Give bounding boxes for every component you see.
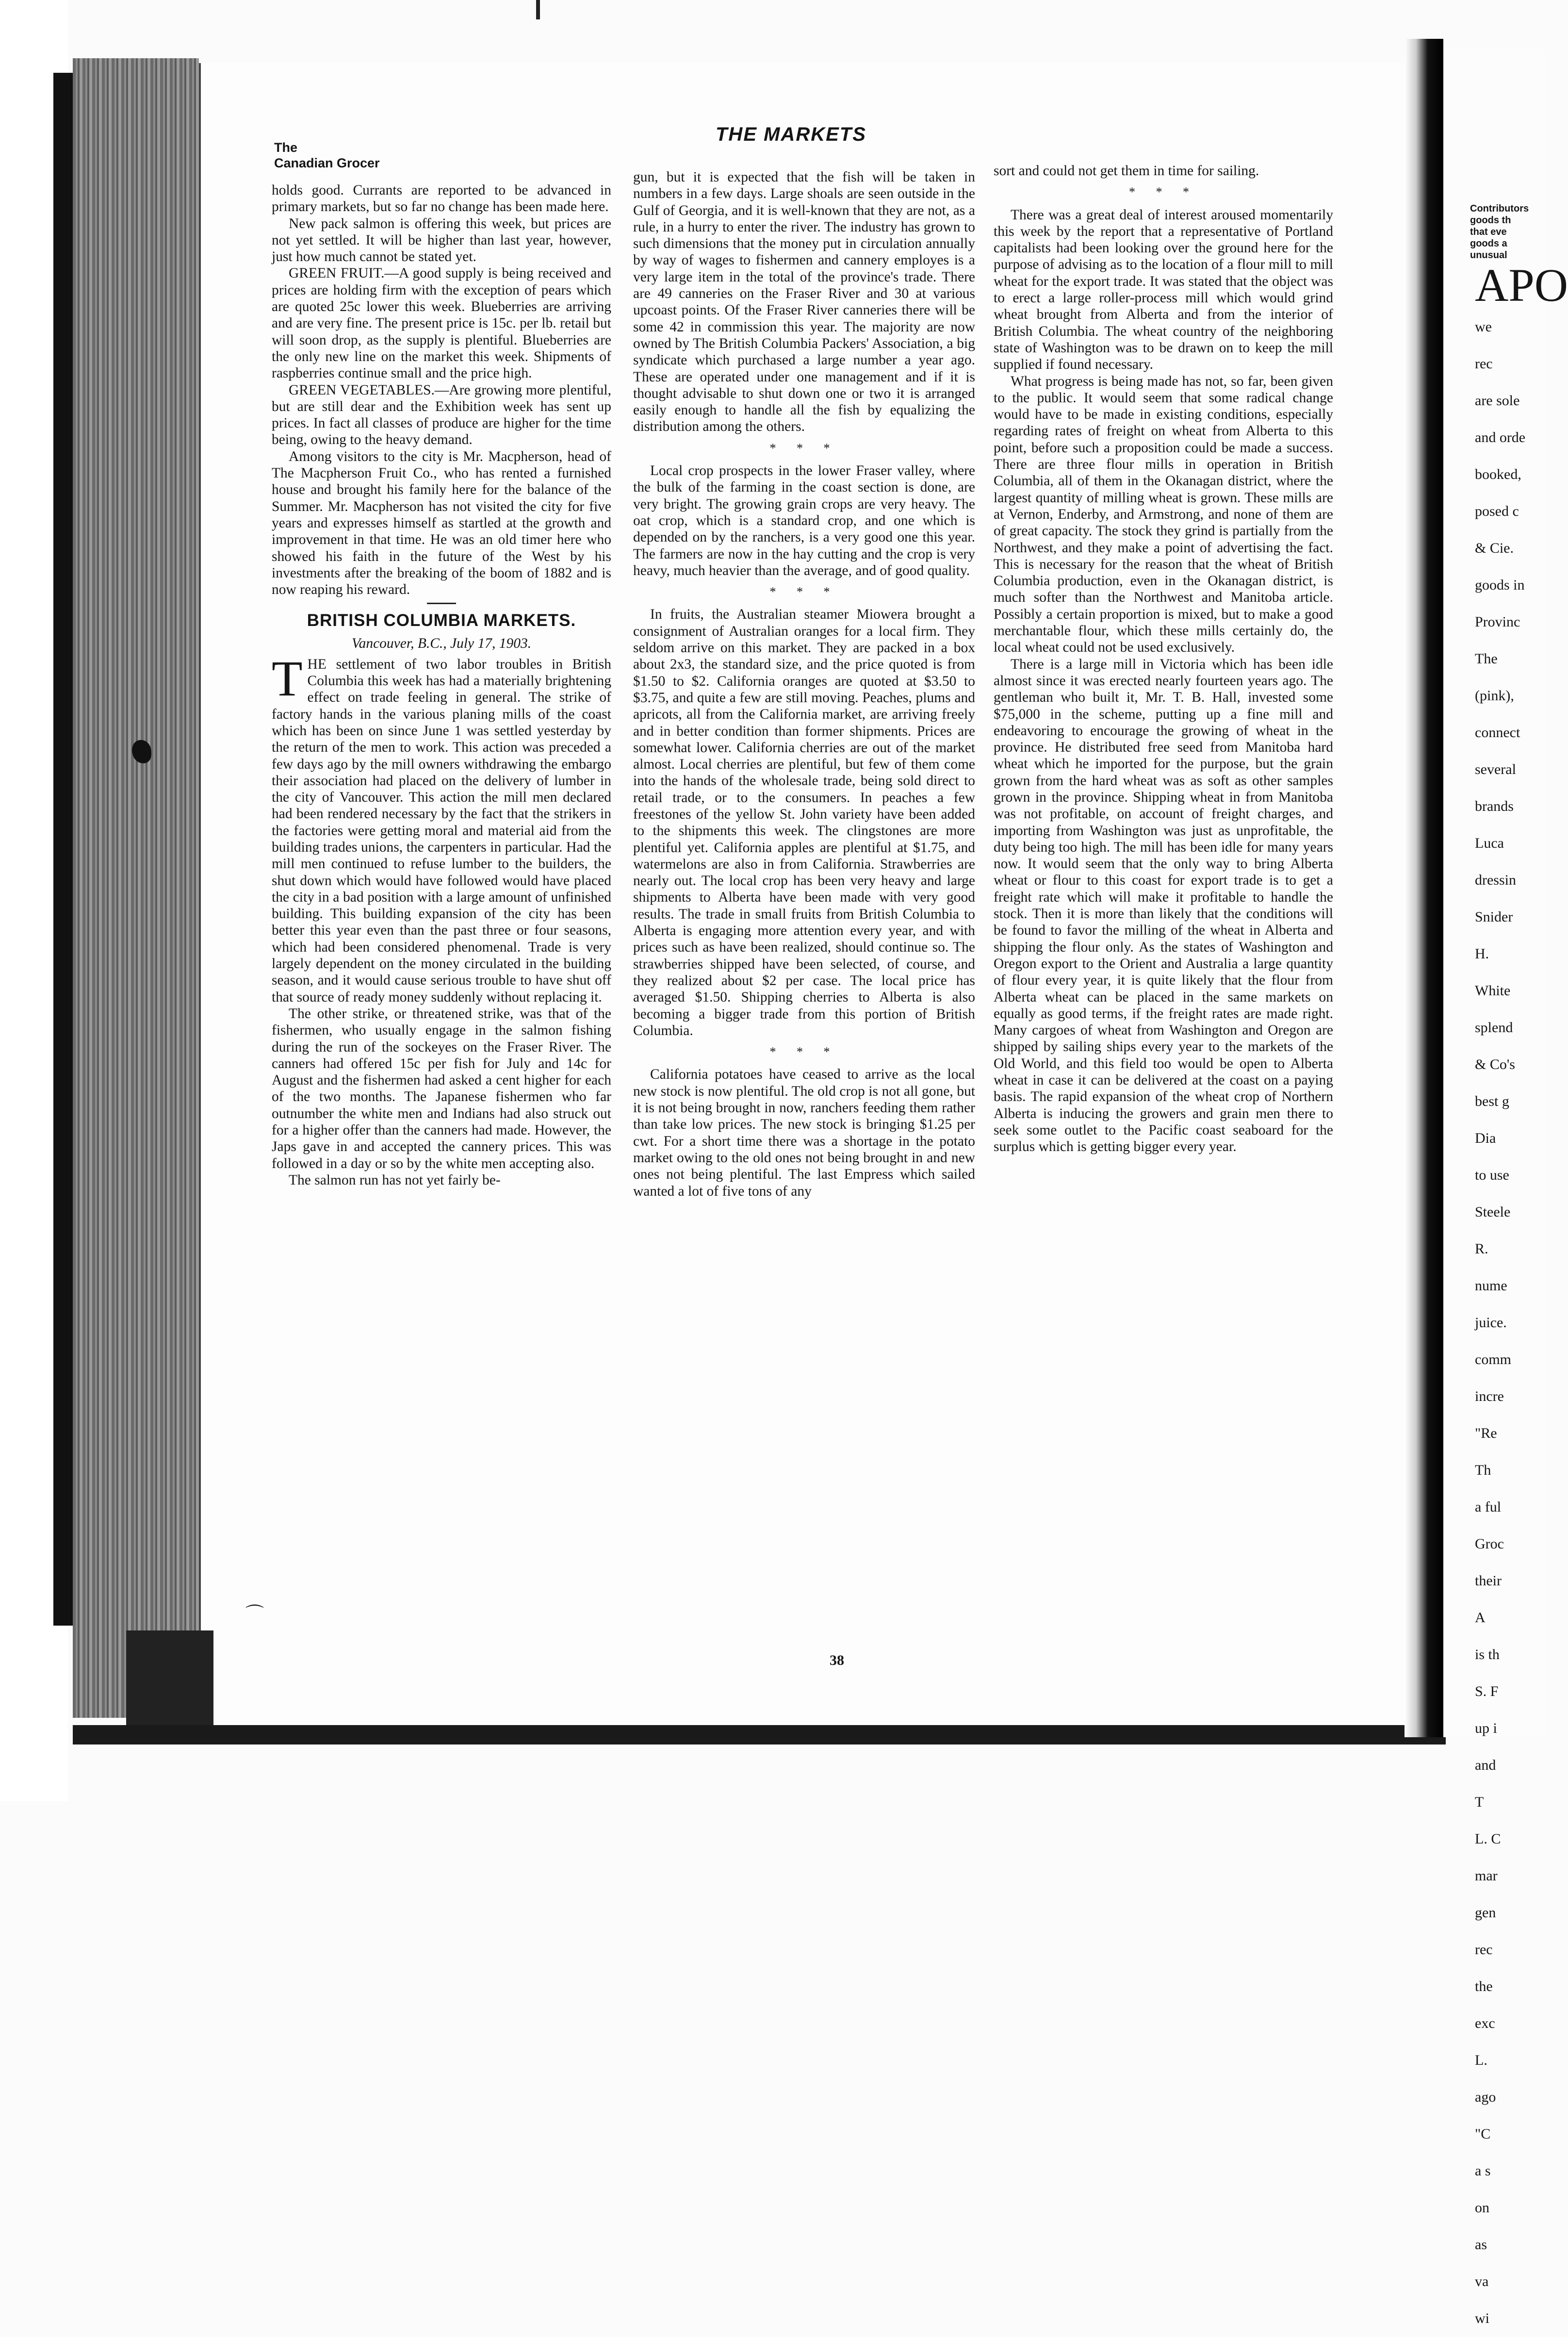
caption-line: that eve — [1470, 227, 1507, 237]
paragraph: holds good. Currants are reported to be advanced in primary markets, but so far no change has been made here. — [272, 182, 611, 215]
paragraph: sort and could not get them in time for sailing. — [994, 163, 1259, 179]
adjacent-text-fragment: booked, — [1475, 466, 1521, 482]
lead-text: HE settlement of two labor troubles in British Columbia this week has had a materially brightening effect on trade feeling in general. The strike of factory hands in the various planing mills of the coast which has been on since June 1 was settled yesterday by the return of the men to work. This action was preceded a few days ago by the mill owners withdrawing the embargo their association had placed on the delivery of lumber in the city of Vancouver. This action the mill men declared had been rendered necessary by the fact that the strikers in the factories were getting moral and material aid from the building trades unions, the carpenters in particular. Had the mill men continued to refuse lumber to the builders, the shut down which would have followed would have placed the city in a bad position with a large amount of unfinished building. This building expansion of the city has been better this year even than the past three or four seasons, which had been considered phenomenal. Trade is very largely dependent on the money circulated in the building season, and it would cause serious trouble to have shut off that source of ready money suddenly without replacing it. — [272, 656, 611, 1005]
adjacent-text-fragment: goods in — [1475, 577, 1525, 593]
dateline: Vancouver, B.C., July 17, 1903. — [351, 636, 532, 652]
adjacent-text-fragment: incre — [1475, 1388, 1504, 1404]
adjacent-text-fragment: & Cie. — [1475, 540, 1514, 556]
section-separator: * * * — [769, 1045, 839, 1059]
adjacent-text-fragment: their — [1475, 1573, 1502, 1589]
adjacent-text-fragment: several — [1475, 761, 1516, 777]
paragraph: GREEN FRUIT.—A good supply is being received and prices are holding firm with the exception of pears which are quoted 25c lower this week. Blueberries are arriving and are very fine. The present price is 15c. per lb. retail but will soon drop, as the supply is plentiful. Blueberries are the only new line on the market this week. Shipments of raspberries continue small and the price high. — [272, 265, 611, 381]
divider — [427, 603, 456, 604]
adjacent-text-fragment: a ful — [1475, 1499, 1502, 1515]
adjacent-text-fragment: The — [1475, 651, 1498, 667]
paragraph: gun, but it is expected that the fish will be taken in numbers in a few days. Large shoals are seen outside in the Gulf of Georgia, and it is well-known that they are not, as a rule, in a hurry to enter the river. The industry has grown to such dimensions that the money put in circulation annually by way of wages to fishermen and cannery employes is a very large item in the total of the province's trade. There are 49 canneries on the Fraser River and 30 at various upcoast points. Of the Fraser River canneries there will be some 42 in commission this year. The majority are now owned by The British Columbia Packers' Association, a big syndicate which purchased a large number a year ago. These are operated under one management and if it is thought advisable to shut down one or two it is arranged easily enough to handle all the fish by equalizing the distribution among the others. — [633, 169, 975, 435]
adjacent-text-fragment: nume — [1475, 1278, 1507, 1294]
adjacent-text-fragment: Luca — [1475, 835, 1504, 851]
book-page-edges — [73, 58, 199, 1718]
adjacent-text-fragment: we — [1475, 319, 1492, 335]
column-2 — [633, 169, 975, 1200]
section-masthead: THE MARKETS — [716, 124, 866, 145]
page-number: 38 — [830, 1652, 844, 1668]
adjacent-text-fragment: A — [1475, 1610, 1486, 1626]
adjacent-text-fragment: exc — [1475, 2015, 1495, 2031]
running-head — [274, 140, 380, 171]
book-binding — [53, 73, 73, 1626]
adjacent-text-fragment: Th — [1475, 1462, 1491, 1478]
adjacent-text-fragment: Dia — [1475, 1130, 1496, 1146]
section-separator: * * * — [769, 585, 839, 599]
adjacent-text-fragment: R. — [1475, 1241, 1488, 1257]
adjacent-text-fragment: ago — [1475, 2089, 1496, 2105]
adjacent-text-fragment: posed c — [1475, 503, 1519, 519]
paragraph: What progress is being made has not, so far, been given to the public. It would seem that some radical change would have to be made in existing conditions, especially regarding rates of freight on wheat from Alberta to this point, before such a proposition could be made a success. There are three flour mills in operation in British Columbia, all of them in the Okanagan district, where the largest quantity of milling wheat is grown. These mills are at Vernon, Enderby, and Armstrong, and none of them are of great capacity. The stock they grind is partially from the Northwest, and they make a point of advertising the fact. This is necessary for the reason that the wheat of British Columbia production, even in the Okanagan district, is much softer than the Northwest and Manitoba article. Possibly a certain proportion is mixed, but to make a good merchantable flour, which these mills certainly do, the local wheat could not be used exclusively. — [994, 373, 1333, 656]
paragraph: Among visitors to the city is Mr. Macpherson, head of The Macpherson Fruit Co., who has rented a furnished house and brought his family here for the balance of the Summer. Mr. Macpherson has not visited the city for five years and expresses himself as startled at the growth and improvement in that time. He was an old timer here who showed his faith in the future of the West by his investments after the breaking of the boom of 1882 and is now reaping his reward. — [272, 448, 611, 598]
adjacent-text-fragment: up i — [1475, 1720, 1497, 1736]
adjacent-text-fragment: best g — [1475, 1093, 1509, 1109]
paragraph: In fruits, the Australian steamer Miowera brought a consignment of Australian oranges for a local firm. They seldom arrive on this market. They are packed in a box about 2x3, the standard size, and the price quoted is from $1.50 to $2. California oranges are quoted at $3.50 to $3.75, and quite a few are still moving. Peaches, plums and apricots, all from the California market, are arriving freely and in better condition than former shipments. Prices are somewhat lower. California cherries are out of the market almost. Local cherries are plentiful, but few of them come into the hands of the wholesale trade, being sold direct to retail trade, or to the consumers. In peaches a few freestones of the yellow St. John variety have been added to the shipments this week. The clingstones are more plentiful yet. California apples are plentiful at $1.75, and watermelons are also in from California. Strawberries are nearly out. The local crop has been very heavy and large shipments to Alberta have been made with very good results. The trade in small fruits from British Columbia to Alberta is engaging more attention every year, and with prices such as have been realized, should continue so. The strawberries shipped have been selected, of course, and they realized about $2 per case. The local price has averaged $1.50. Shipping cherries to Alberta is also becoming a bigger trade from this portion of British Columbia. — [633, 607, 975, 1038]
adjacent-text-fragment: and orde — [1475, 429, 1526, 445]
adjacent-text-fragment: rec — [1475, 1942, 1493, 1958]
adjacent-text-fragment: Steele — [1475, 1204, 1511, 1220]
adjacent-text-fragment: brands — [1475, 798, 1514, 814]
adjacent-text-fragment: on — [1475, 2200, 1489, 2216]
adjacent-text-fragment: L. — [1475, 2052, 1487, 2068]
adjacent-text-fragment: a s — [1475, 2163, 1491, 2179]
adjacent-text-fragment: comm — [1475, 1351, 1511, 1367]
paragraph: There was a great deal of interest aroused momentarily this week by the report that a representative of Portland capitalists had been looking over the ground here for the purpose of advising as to the location of a flour mill to mill wheat for the export trade. It was stated that the object was to erect a large roller-process mill which would grind wheat brought from Alberta and from the interior of British Columbia. The wheat country of the neighboring state of Washington was to be drawn on to keep the mill supplied if found necessary. — [994, 207, 1333, 373]
adjacent-text-fragment: mar — [1475, 1868, 1498, 1884]
adjacent-text-fragment: White — [1475, 983, 1511, 999]
scan-shadow — [126, 1630, 213, 1728]
adjacent-text-fragment: T — [1475, 1794, 1484, 1810]
adjacent-text-fragment: va — [1475, 2273, 1489, 2289]
adjacent-text-fragment: dressin — [1475, 872, 1516, 888]
caption-line: goods th — [1470, 215, 1511, 226]
adjacent-text-fragment: are sole — [1475, 393, 1520, 409]
running-head-line2: Canadian Grocer — [274, 156, 380, 170]
adjacent-text-fragment: H. — [1475, 946, 1489, 962]
adjacent-text-fragment: gen — [1475, 1905, 1496, 1921]
running-head-line1: The — [274, 140, 298, 155]
adjacent-text-fragment: Groc — [1475, 1536, 1504, 1552]
adjacent-text-fragment: splend — [1475, 1020, 1513, 1036]
column-1 — [272, 182, 611, 1188]
adjacent-text-fragment: wi — [1475, 2310, 1489, 2326]
adjacent-text-fragment: Snider — [1475, 909, 1513, 925]
section-title: BRITISH COLUMBIA MARKETS. — [307, 611, 576, 630]
adjacent-text-fragment: "Re — [1475, 1425, 1497, 1441]
lead-paragraph — [272, 650, 611, 1005]
adjacent-text-fragment: juice. — [1475, 1315, 1507, 1331]
adjacent-text-fragment: the — [1475, 1978, 1493, 1994]
caption-line: unusual — [1470, 250, 1507, 261]
paragraph: There is a large mill in Victoria which has been idle almost since it was erected nearly fourteen years ago. The gentleman who built it, Mr. T. B. Hall, invested some $75,000 in the scheme, putting up a fine mill and endeavoring to encourage the growing of wheat in the province. He distributed free seed from Manitoba hard wheat which he imported for the purpose, but the grain grown from the hard wheat was as soft as other samples grown in the province. Shipping wheat in from Manitoba was not profitable, on account of freight charges, and importing from Washington was just as unprofitable, the duty being too high. The mill has been idle for many years now. It would seem that the only way to bring Alberta wheat or flour to this coast for export trade is to get a freight rate which will make it profitable to handle the stock. Then it is more than likely that the conditions will be found to favor the milling of the wheat in Alberta and shipping the flour only. As the states of Washington and Oregon export to the Orient and Australia a large quantity of flour every year, it is quite likely that the flour from Alberta wheat can be placed in the same markets on equally as good terms, if the freight rates are made right. Many cargoes of wheat from Washington and Oregon are shipped by sailing ships every year to the markets of the Old World, and this field too would be open to Alberta wheat in case it can be delivered at the coast on a paying basis. The rapid expansion of the wheat crop of Northern Alberta is inducing the growers and grain men there to seek some outlet to the Pacific coast seaboard for the surplus which is getting bigger every year. — [994, 656, 1333, 1155]
paragraph: California potatoes have ceased to arrive as the local new stock is now plentiful. The old crop is not all gone, but it is not being brought in now, ranchers feeding them rather than take low prices. The new stock is bringing $1.25 per cwt. For a short time there was a shortage in the potato market owing to the old ones not being brought in and new ones not being plentiful. The last Empress which sailed wanted a lot of five tons of any — [633, 1067, 975, 1199]
scan-shadow-bottom — [73, 1725, 1446, 1745]
paragraph: Local crop prospects in the lower Fraser valley, where the bulk of the farming in the coast section is done, are very bright. The growing grain crops are very heavy. The oat crop, which is a standard crop, and one which is depended on by the ranchers, is a very good one this year. The farmers are now in the hay cutting and the crop is very heavy, much heavier than the average, and of good quality. — [633, 463, 975, 578]
adjacent-text-fragment: rec — [1475, 356, 1493, 372]
adjacent-text-fragment: L. C — [1475, 1831, 1501, 1847]
paragraph: The other strike, or threatened strike, was that of the fishermen, who usually engage in the salmon fishing during the run of the sockeyes on the Fraser River. The canners had offered 15c per fish for July and 14c for August and the fishermen had asked a cent higher for each of the two months. The Japanese fishermen who far outnumber the white men and Indians had also struck out for a higher offer than the canners had made. However, the Japs gave in and accepted the cannery prices. This was followed in a day or so by the white men accepting also. — [272, 1005, 611, 1171]
book-gutter — [1405, 39, 1443, 1737]
adjacent-text-fragment: (pink), — [1475, 688, 1514, 704]
adjacent-text-fragment: connect — [1475, 724, 1520, 741]
adjacent-page-text — [1475, 259, 1568, 2337]
scan-mark — [536, 0, 540, 19]
adjacent-text-fragment: & Co's — [1475, 1056, 1515, 1072]
paragraph: New pack salmon is offering this week, but prices are not yet settled. It will be higher than last year, however, just how much cannot be stated yet. — [272, 215, 611, 265]
adjacent-text-fragment: APO — [1475, 259, 1568, 311]
adjacent-text-fragment: is th — [1475, 1646, 1500, 1662]
adjacent-text-fragment: Provinc — [1475, 614, 1520, 630]
section-separator: * * * — [1129, 185, 1198, 199]
paragraph: GREEN VEGETABLES.—Are growing more plentiful, but are still dear and the Exhibition week has sent up prices. In fact all classes of produce are higher for the time being, owing to the heavy demand. — [272, 382, 611, 448]
caption-line: Contributors — [1470, 203, 1529, 214]
adjacent-text-fragment: to use — [1475, 1167, 1509, 1183]
adjacent-page-caption — [1470, 203, 1548, 261]
column-3 — [994, 163, 1333, 1155]
caption-line: goods a — [1470, 238, 1507, 249]
paragraph: The salmon run has not yet fairly be- — [289, 1172, 501, 1188]
adjacent-text-fragment: as — [1475, 2237, 1487, 2253]
margin-mark: ⌒ — [245, 1604, 264, 1625]
adjacent-text-fragment: S. F — [1475, 1683, 1499, 1699]
section-separator: * * * — [769, 441, 839, 455]
dropcap: T — [272, 650, 303, 707]
adjacent-text-fragment: "C — [1475, 2126, 1491, 2142]
adjacent-text-fragment: and — [1475, 1757, 1496, 1773]
